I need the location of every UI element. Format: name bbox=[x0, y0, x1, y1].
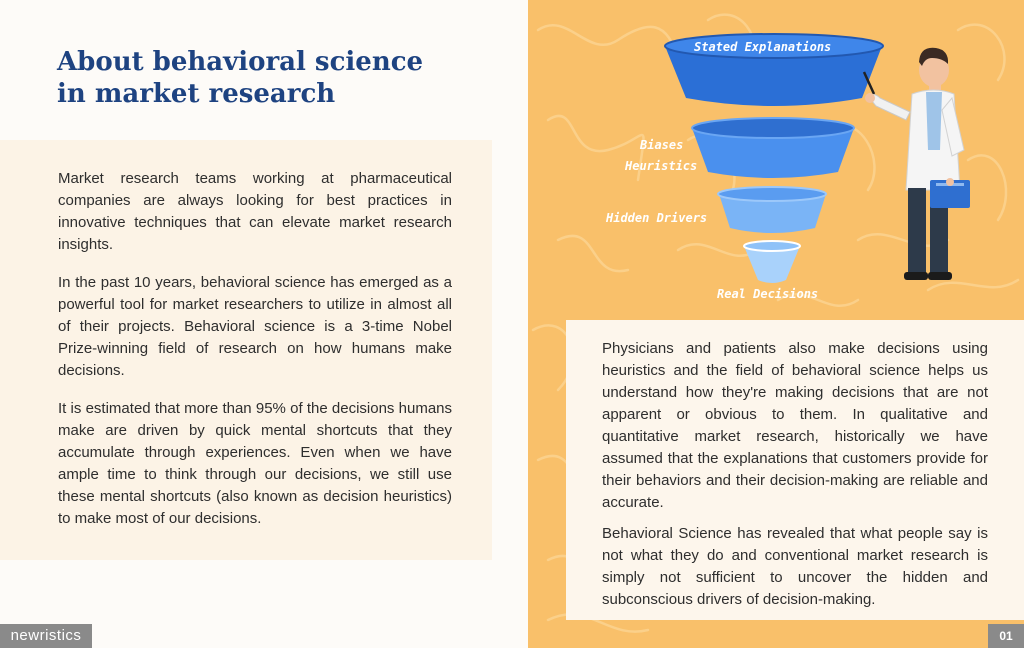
paragraph-physicians: Physicians and patients also make decisions using heuristics and the field of behavioral science helps us understand how they're making decisions that are not apparent or obvious to them. In qualitative and quantitative market research, historically we have assumed that the explanations that customers provide for their behaviors and their decision-making are reliable and accurate. bbox=[602, 340, 988, 511]
label-stated-explanations: Stated Explanations bbox=[694, 40, 832, 54]
left-text-block bbox=[58, 168, 452, 546]
paragraph-intro: Market research teams working at pharmaceutical companies are always looking for best practices in innovative techniques that can elevate market research insights. bbox=[58, 170, 452, 253]
label-biases: Biases bbox=[640, 138, 684, 152]
paragraph-emergence: In the past 10 years, behavioral science has emerged as a powerful tool for market researchers to utilize in almost all of their projects. Behavioral science is a 3-time Nobel Prize-winning field of research on how humans make decisions. bbox=[58, 274, 452, 379]
right-text-block bbox=[602, 338, 988, 620]
page-title bbox=[57, 46, 423, 110]
label-hidden-drivers: Hidden Drivers bbox=[606, 211, 708, 225]
company-logo: newristics bbox=[0, 624, 92, 648]
label-heuristics: Heuristics bbox=[625, 159, 698, 173]
paragraph-conclusion: Behavioral Science has revealed that what people say is not what they do and conventional market research is simply not sufficient to uncover the hidden and subconscious drivers of decision-making. bbox=[602, 525, 988, 608]
label-real-decisions: Real Decisions bbox=[717, 287, 819, 301]
page-number: 01 bbox=[988, 624, 1024, 648]
scientist-illustration bbox=[864, 48, 970, 280]
paragraph-heuristics: It is estimated that more than 95% of the decisions humans make are driven by quick mental shortcuts that they accumulate through experiences. Even when we have ample time to think through our decisions, we still use these mental shortcuts (also known as decision heuristics) to make most of our decisions. bbox=[58, 400, 452, 527]
title-line-2: in market research bbox=[57, 79, 336, 109]
funnel-tier-2-rim bbox=[692, 118, 854, 138]
funnel-tier-4-rim bbox=[744, 241, 800, 251]
funnel-tier-3-rim bbox=[718, 187, 826, 201]
title-line-1: About behavioral science bbox=[57, 47, 424, 77]
